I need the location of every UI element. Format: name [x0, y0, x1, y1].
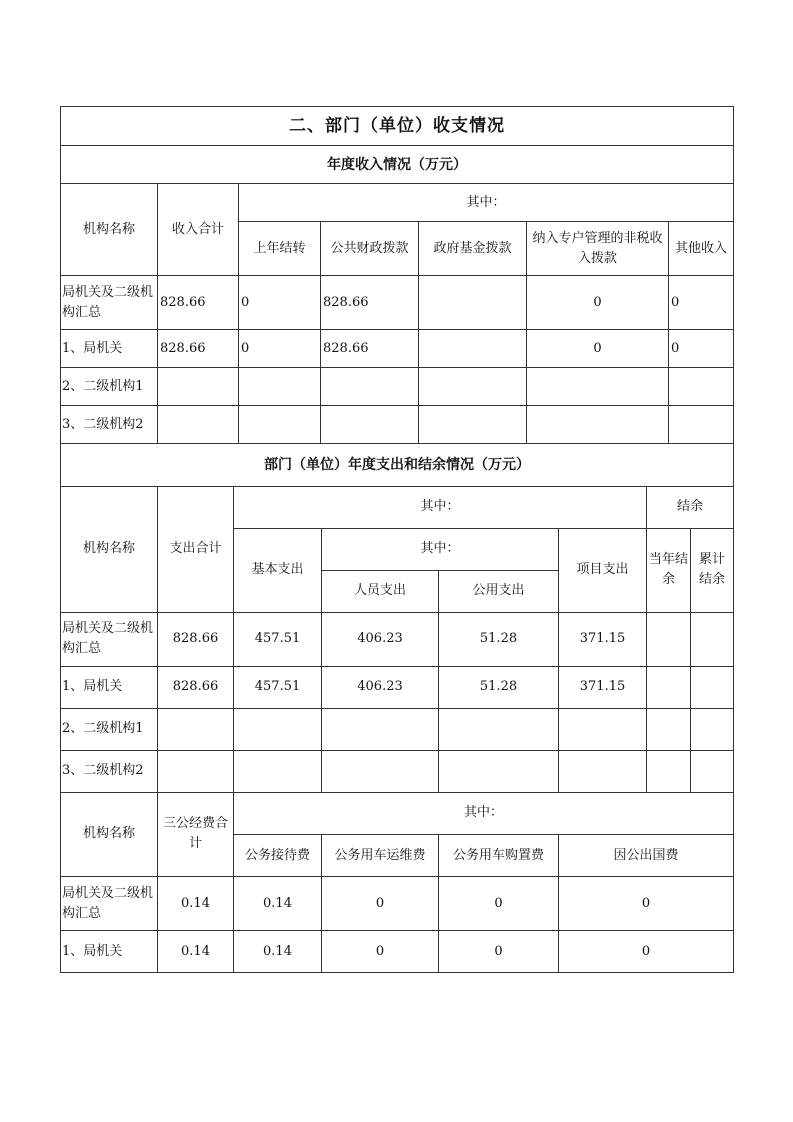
table-row: [61, 612, 734, 666]
row-reception: 0.14: [234, 877, 322, 931]
row-nontax: 0: [527, 276, 669, 330]
row-carryover: [239, 406, 321, 444]
expense-header-project: 项目支出: [559, 528, 647, 612]
row-gov-fund: [419, 368, 527, 406]
row-fiscal: 828.66: [321, 330, 419, 368]
sangong-header-vehicle-ops: 公务用车运维费: [322, 835, 439, 877]
row-gov-fund: [419, 406, 527, 444]
expense-header-public: 公用支出: [439, 570, 559, 612]
expense-header-name: 机构名称: [61, 486, 158, 612]
table-row: [61, 877, 734, 931]
expense-header-personnel: 人员支出: [322, 570, 439, 612]
row-project: 371.15: [559, 612, 647, 666]
row-other: [669, 368, 734, 406]
row-public: 51.28: [439, 666, 559, 708]
row-total: [158, 708, 234, 750]
income-header-nontax: 纳入专户管理的非税收入拨款: [527, 222, 669, 276]
row-carryover: 0: [239, 276, 321, 330]
row-other: 0: [669, 330, 734, 368]
row-accum-balance: [691, 612, 734, 666]
row-name: 1、局机关: [61, 330, 158, 368]
row-other: [669, 406, 734, 444]
expense-header-of-which2: 其中：: [322, 528, 559, 570]
row-personnel: 406.23: [322, 612, 439, 666]
row-name: 3、二级机构2: [61, 750, 158, 792]
income-header-of-which: 其中：: [239, 184, 734, 222]
row-basic: [234, 750, 322, 792]
row-project: [559, 750, 647, 792]
sangong-header-vehicle-buy: 公务用车购置费: [439, 835, 559, 877]
table-row: [61, 330, 734, 368]
table-row: [61, 931, 734, 973]
row-name: 2、二级机构1: [61, 708, 158, 750]
table-row: [61, 368, 734, 406]
row-gov-fund: [419, 276, 527, 330]
row-vehicle-ops: 0: [322, 877, 439, 931]
row-personnel: [322, 708, 439, 750]
row-name: 局机关及二级机构汇总: [61, 612, 158, 666]
sangong-header-name: 机构名称: [61, 793, 158, 877]
table-row: [61, 666, 734, 708]
row-name: 局机关及二级机构汇总: [61, 877, 158, 931]
expense-header-basic: 基本支出: [234, 528, 322, 612]
row-project: 371.15: [559, 666, 647, 708]
row-personnel: 406.23: [322, 666, 439, 708]
expense-header-total: 支出合计: [158, 486, 234, 612]
row-name: 2、二级机构1: [61, 368, 158, 406]
row-fiscal: 828.66: [321, 276, 419, 330]
table-row: [61, 406, 734, 444]
expense-table: [60, 444, 734, 793]
row-basic: [234, 708, 322, 750]
row-gov-fund: [419, 330, 527, 368]
table-row: [61, 708, 734, 750]
row-accum-balance: [691, 708, 734, 750]
row-public: [439, 750, 559, 792]
row-other: 0: [669, 276, 734, 330]
row-vehicle-ops: 0: [322, 931, 439, 973]
row-name: 1、局机关: [61, 666, 158, 708]
expense-header-of-which: 其中：: [234, 486, 647, 528]
row-nontax: [527, 368, 669, 406]
row-carryover: 0: [239, 330, 321, 368]
row-name: 3、二级机构2: [61, 406, 158, 444]
row-total: [158, 406, 239, 444]
income-header-fiscal: 公共财政拨款: [321, 222, 419, 276]
budget-document: [60, 106, 733, 973]
row-personnel: [322, 750, 439, 792]
row-total: 828.66: [158, 666, 234, 708]
sangong-header-reception: 公务接待费: [234, 835, 322, 877]
row-current-balance: [647, 708, 691, 750]
row-vehicle-buy: 0: [439, 877, 559, 931]
income-section-title: 年度收入情况（万元）: [61, 146, 734, 184]
doc-title: 二、部门（单位）收支情况: [61, 107, 734, 146]
expense-header-current-balance: 当年结余: [647, 528, 691, 612]
row-abroad: 0: [559, 931, 734, 973]
row-fiscal: [321, 368, 419, 406]
expense-header-balance: 结余: [647, 486, 734, 528]
row-current-balance: [647, 750, 691, 792]
row-total: 828.66: [158, 612, 234, 666]
income-table: [60, 106, 734, 444]
income-header-name: 机构名称: [61, 184, 158, 276]
row-fiscal: [321, 406, 419, 444]
sangong-header-of-which: 其中：: [234, 793, 734, 835]
row-total: 0.14: [158, 931, 234, 973]
sangong-table: [60, 793, 734, 974]
income-header-carryover: 上年结转: [239, 222, 321, 276]
row-nontax: 0: [527, 330, 669, 368]
row-carryover: [239, 368, 321, 406]
row-name: 1、局机关: [61, 931, 158, 973]
row-accum-balance: [691, 666, 734, 708]
row-abroad: 0: [559, 877, 734, 931]
row-vehicle-buy: 0: [439, 931, 559, 973]
row-name: 局机关及二级机构汇总: [61, 276, 158, 330]
row-current-balance: [647, 666, 691, 708]
sangong-header-total: 三公经费合计: [158, 793, 234, 877]
income-header-total: 收入合计: [158, 184, 239, 276]
row-public: [439, 708, 559, 750]
row-total: 828.66: [158, 276, 239, 330]
expense-header-accum-balance: 累计结余: [691, 528, 734, 612]
row-basic: 457.51: [234, 612, 322, 666]
row-basic: 457.51: [234, 666, 322, 708]
row-nontax: [527, 406, 669, 444]
row-total: 0.14: [158, 877, 234, 931]
row-reception: 0.14: [234, 931, 322, 973]
income-header-other: 其他收入: [669, 222, 734, 276]
income-header-gov-fund: 政府基金拨款: [419, 222, 527, 276]
table-row: [61, 276, 734, 330]
row-total: [158, 368, 239, 406]
table-row: [61, 750, 734, 792]
row-total: 828.66: [158, 330, 239, 368]
row-accum-balance: [691, 750, 734, 792]
row-public: 51.28: [439, 612, 559, 666]
expense-section-title: 部门（单位）年度支出和结余情况（万元）: [61, 444, 734, 486]
sangong-header-abroad: 因公出国费: [559, 835, 734, 877]
row-project: [559, 708, 647, 750]
row-total: [158, 750, 234, 792]
row-current-balance: [647, 612, 691, 666]
